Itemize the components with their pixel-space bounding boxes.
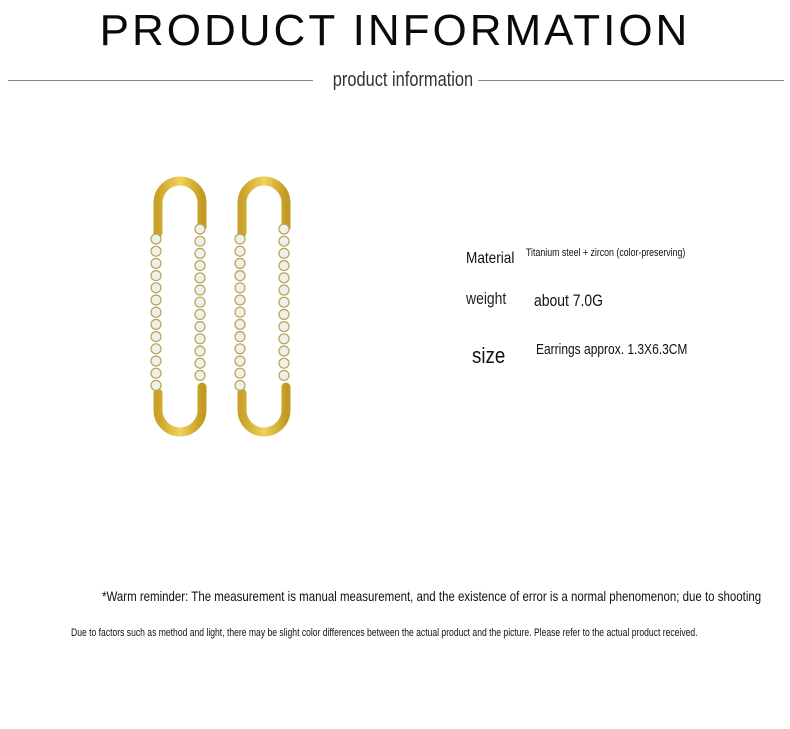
zircon-stone xyxy=(195,309,205,319)
zircon-stone xyxy=(235,283,245,293)
zircon-stone xyxy=(195,297,205,307)
zircon-stone xyxy=(151,258,161,268)
zircon-stone xyxy=(235,344,245,354)
zircon-stone xyxy=(235,368,245,378)
zircon-stone xyxy=(151,234,161,244)
zircon-stone xyxy=(279,273,289,283)
color-difference-note: Due to factors such as method and light, there may be slight color differences between the actual product and the picture. Please refer to the actual product received. xyxy=(71,627,698,639)
zircon-stone xyxy=(279,309,289,319)
size-label: size xyxy=(472,343,506,368)
earring-right xyxy=(242,181,286,432)
material-value: Titanium steel + zircon (color-preserving) xyxy=(526,247,686,259)
zircon-stone xyxy=(195,322,205,332)
zircon-stone xyxy=(195,236,205,246)
weight-label: weight xyxy=(466,289,507,308)
zircon-stone xyxy=(235,246,245,256)
zircon-stone xyxy=(151,271,161,281)
zircon-stones xyxy=(151,224,289,390)
zircon-stone xyxy=(195,346,205,356)
zircon-stone xyxy=(279,248,289,258)
divider-right xyxy=(478,80,784,81)
zircon-stone xyxy=(279,346,289,356)
earrings-drawing xyxy=(140,165,310,450)
zircon-stone xyxy=(235,319,245,329)
zircon-stone xyxy=(279,358,289,368)
zircon-stone xyxy=(151,246,161,256)
page-title: PRODUCT INFORMATION xyxy=(99,6,691,55)
zircon-stone xyxy=(151,307,161,317)
section-subtitle: product information xyxy=(332,69,474,91)
zircon-stone xyxy=(279,322,289,332)
zircon-stone xyxy=(195,273,205,283)
earring-left xyxy=(158,181,202,432)
zircon-stone xyxy=(195,261,205,271)
zircon-stone xyxy=(151,319,161,329)
zircon-stone xyxy=(279,285,289,295)
zircon-stone xyxy=(235,295,245,305)
zircon-stone xyxy=(195,248,205,258)
zircon-stone xyxy=(279,370,289,380)
size-value: Earrings approx. 1.3X6.3CM xyxy=(536,341,688,358)
zircon-stone xyxy=(235,332,245,342)
zircon-stone xyxy=(279,334,289,344)
warm-reminder-note: *Warm reminder: The measurement is manual measurement, and the existence of error is a normal phenomenon; due to shooting xyxy=(102,588,762,604)
zircon-stone xyxy=(279,297,289,307)
divider-left xyxy=(8,80,313,81)
zircon-stone xyxy=(151,380,161,390)
zircon-stone xyxy=(151,295,161,305)
zircon-stone xyxy=(151,344,161,354)
material-label: Material xyxy=(466,250,515,267)
zircon-stone xyxy=(235,258,245,268)
zircon-stone xyxy=(235,380,245,390)
zircon-stone xyxy=(151,368,161,378)
zircon-stone xyxy=(195,224,205,234)
zircon-stone xyxy=(235,356,245,366)
zircon-stone xyxy=(195,285,205,295)
zircon-stone xyxy=(151,356,161,366)
zircon-stone xyxy=(279,224,289,234)
zircon-stone xyxy=(195,358,205,368)
zircon-stone xyxy=(235,307,245,317)
zircon-stone xyxy=(195,334,205,344)
zircon-stone xyxy=(151,283,161,293)
zircon-stone xyxy=(151,332,161,342)
zircon-stone xyxy=(279,261,289,271)
weight-value: about 7.0G xyxy=(534,291,603,310)
earrings-image xyxy=(140,165,310,450)
zircon-stone xyxy=(235,271,245,281)
zircon-stone xyxy=(195,370,205,380)
zircon-stone xyxy=(235,234,245,244)
zircon-stone xyxy=(279,236,289,246)
